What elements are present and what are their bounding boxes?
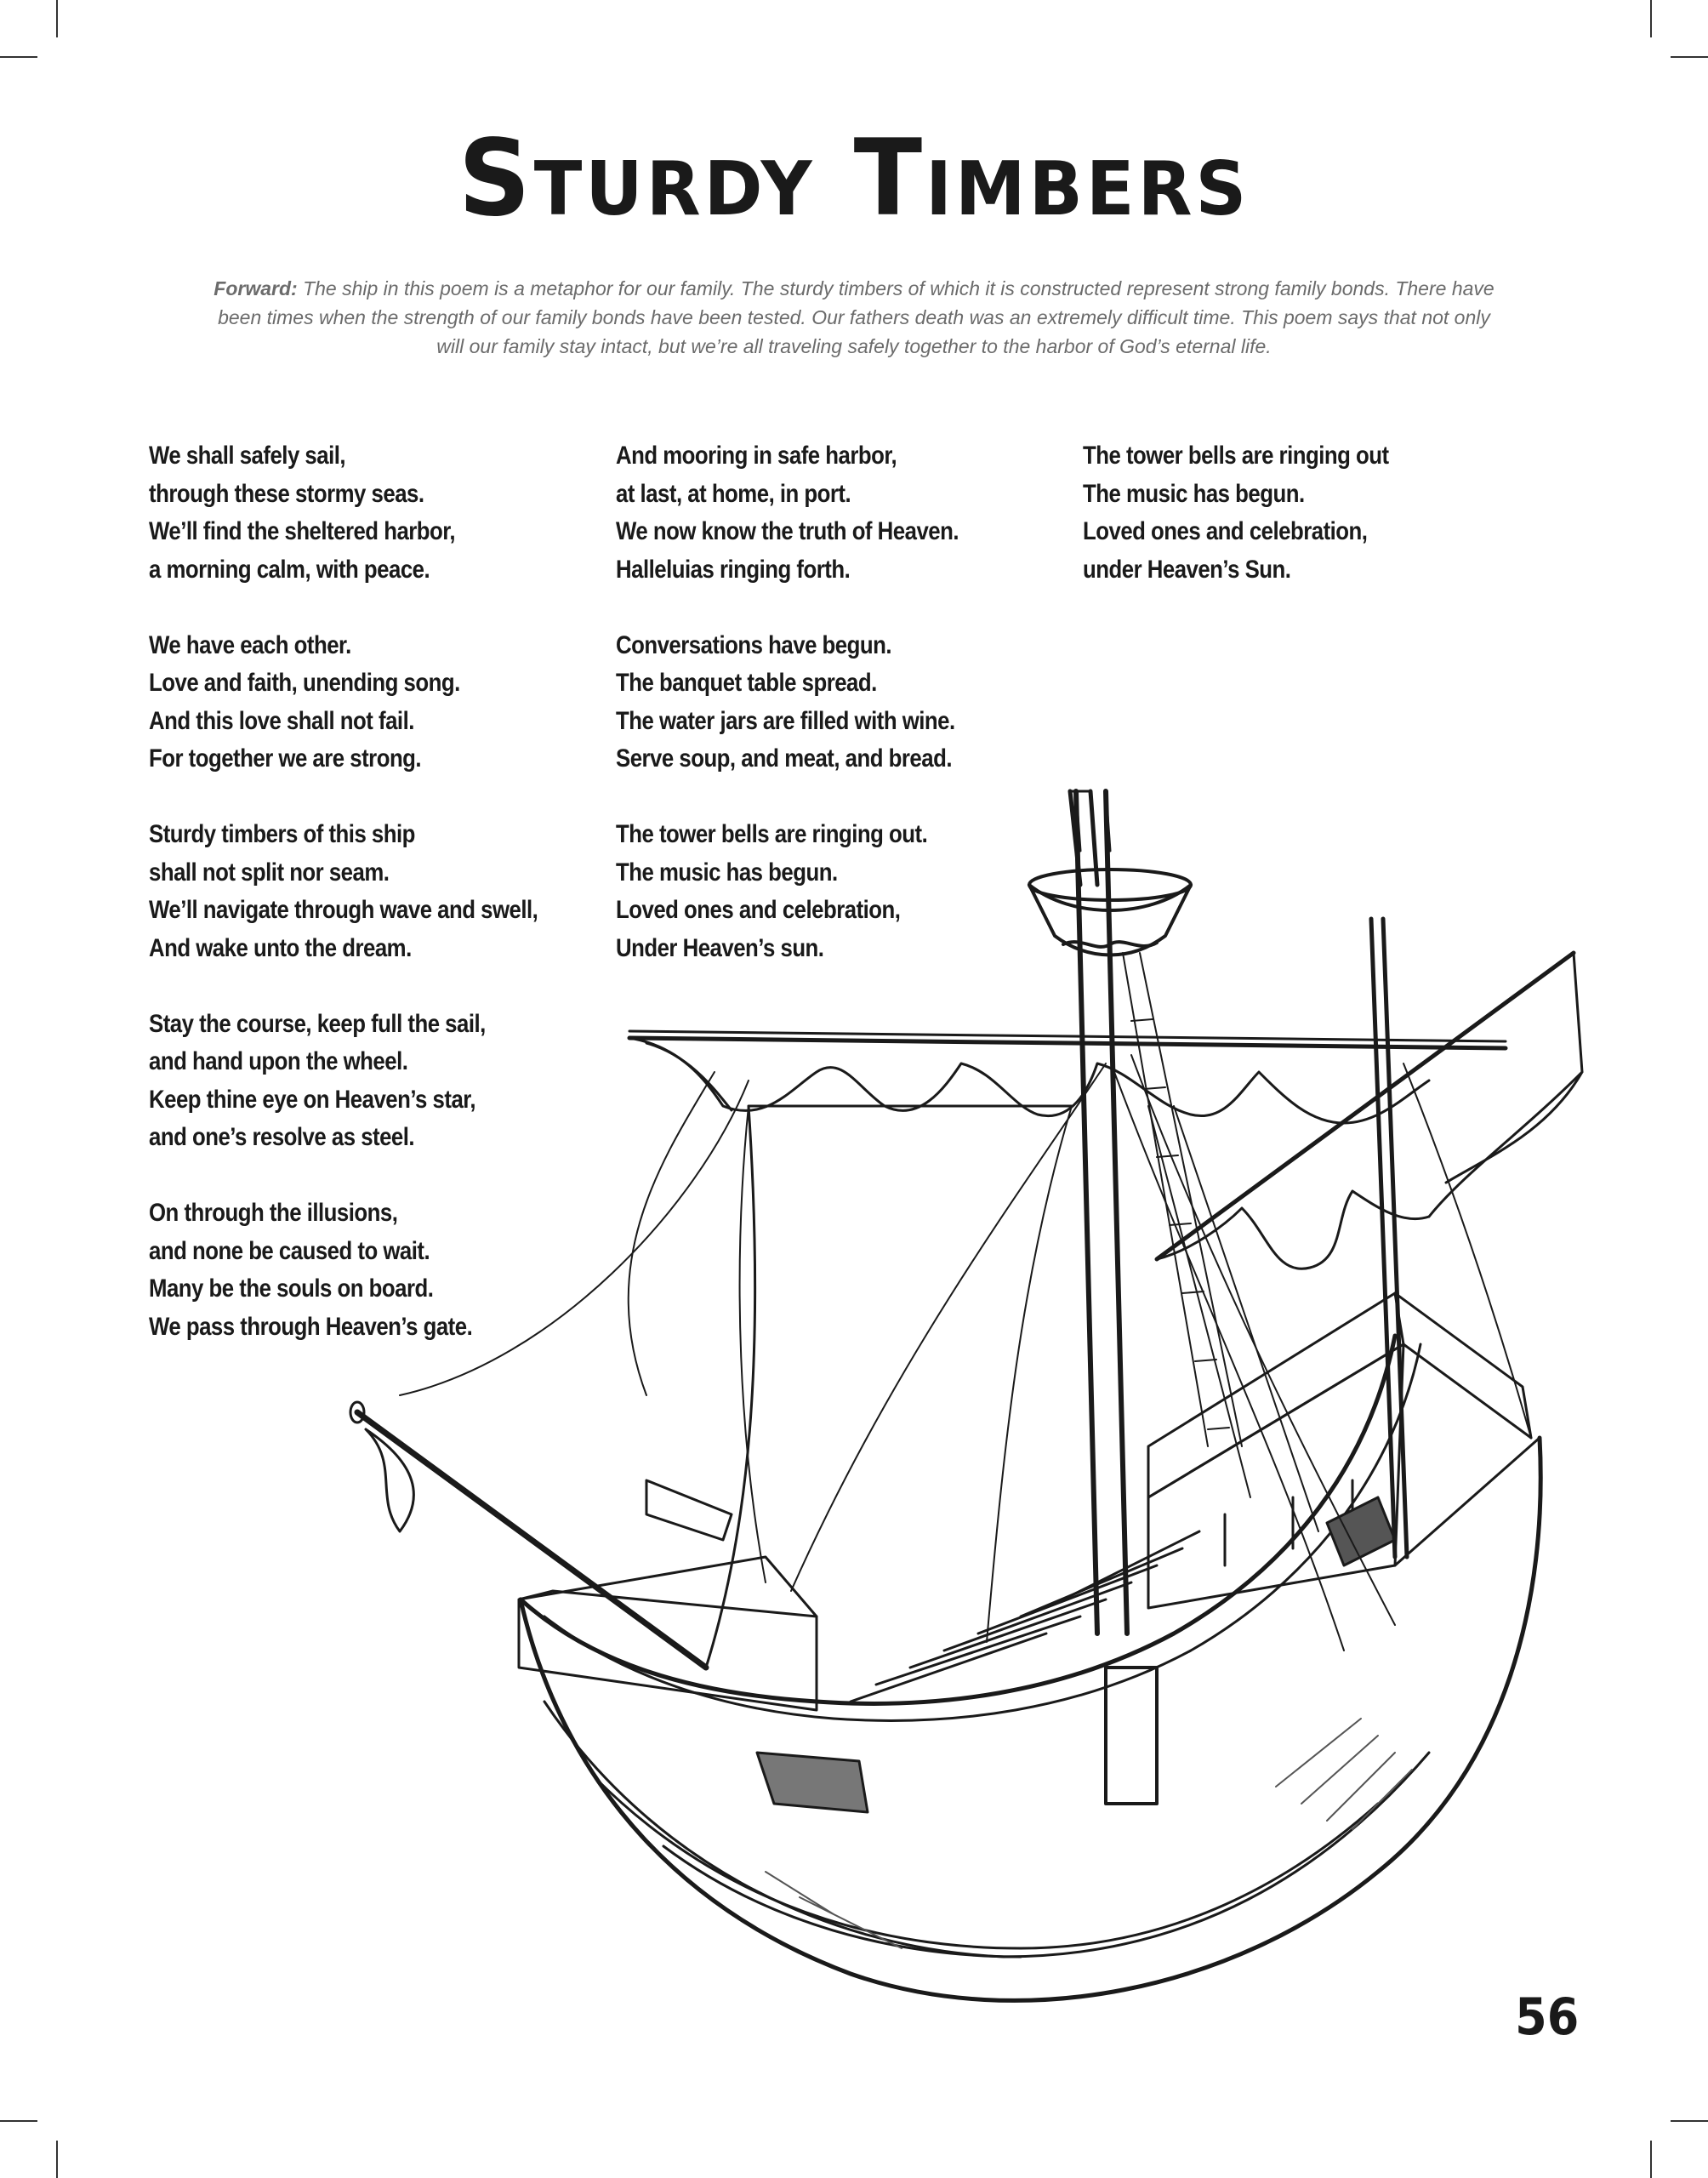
poem-line: Conversations have begun.	[616, 630, 892, 659]
page-number: 56	[1514, 1987, 1579, 2047]
foreword-text: The ship in this poem is a metaphor for our family. The sturdy timbers of which it is constructed represent strong family bonds. There have been times when the strength of our family bonds have been tested. Our fathers death was an extremely difficult time. This poem says that not only will our family stay intact, but we’re all traveling safely together to the harbor of God’s eternal life.	[218, 277, 1494, 357]
poem-line: Under Heaven’s sun.	[616, 933, 824, 962]
poem-line: We’ll navigate through wave and swell,	[149, 896, 538, 924]
poem-line: Serve soup, and meat, and bread.	[616, 744, 952, 773]
foreword	[204, 274, 1504, 361]
poem-line: We shall safely sail,	[149, 442, 346, 470]
stanza	[149, 627, 559, 778]
page-title: Sturdy Timbers	[458, 116, 1250, 240]
stanza	[149, 816, 559, 967]
poem-line: Many be the souls on board.	[149, 1274, 434, 1303]
poem-line: The music has begun.	[1083, 479, 1305, 508]
poem-line: and none be caused to wait.	[149, 1236, 430, 1265]
poem-line: We have each other.	[149, 630, 351, 659]
stanza	[616, 627, 1026, 778]
stanza	[149, 1194, 559, 1346]
poem-line: And mooring in safe harbor,	[616, 442, 897, 470]
stanza	[1083, 437, 1493, 589]
poem-line: For together we are strong.	[149, 744, 422, 773]
poem-column-2	[616, 437, 1026, 1006]
stanza	[149, 1006, 559, 1157]
poem-line: and one’s resolve as steel.	[149, 1123, 415, 1151]
poem-line: Love and faith, unending song.	[149, 669, 460, 697]
poem-line: The banquet table spread.	[616, 669, 877, 697]
poem-line: The water jars are filled with wine.	[616, 706, 955, 735]
poem-line: The music has begun.	[616, 858, 838, 887]
poem-line: shall not split nor seam.	[149, 858, 390, 887]
stanza	[616, 437, 1026, 589]
poem-line: Stay the course, keep full the sail,	[149, 1009, 486, 1038]
poem-line: On through the illusions,	[149, 1199, 398, 1227]
poem-line: The tower bells are ringing out	[1083, 442, 1389, 470]
stanza	[149, 437, 559, 589]
poem-line: Sturdy timbers of this ship	[149, 820, 415, 848]
poem-column-3	[1083, 437, 1493, 627]
poem-line: Loved ones and celebration,	[616, 896, 901, 924]
foreword-label: Forward:	[214, 277, 298, 299]
poem-line: and hand upon the wheel.	[149, 1047, 408, 1075]
poem-line: Keep thine eye on Heaven’s star,	[149, 1085, 476, 1114]
poem-line: under Heaven’s Sun.	[1083, 555, 1291, 584]
poem-line: We pass through Heaven’s gate.	[149, 1312, 473, 1341]
poem-line: We now know the truth of Heaven.	[616, 517, 959, 545]
poem-column-1	[149, 437, 559, 1384]
poem-line: Loved ones and celebration,	[1083, 517, 1368, 545]
poem-line: through these stormy seas.	[149, 479, 424, 508]
poem-line: And this love shall not fail.	[149, 706, 414, 735]
poem-line: a morning calm, with peace.	[149, 555, 430, 584]
poem-line: We’ll find the sheltered harbor,	[149, 517, 456, 545]
poem-line: The tower bells are ringing out.	[616, 820, 928, 848]
poem-line: at last, at home, in port.	[616, 479, 851, 508]
poem-line: And wake unto the dream.	[149, 933, 412, 962]
poem-line: Halleluias ringing forth.	[616, 555, 851, 584]
stanza	[616, 816, 1026, 967]
